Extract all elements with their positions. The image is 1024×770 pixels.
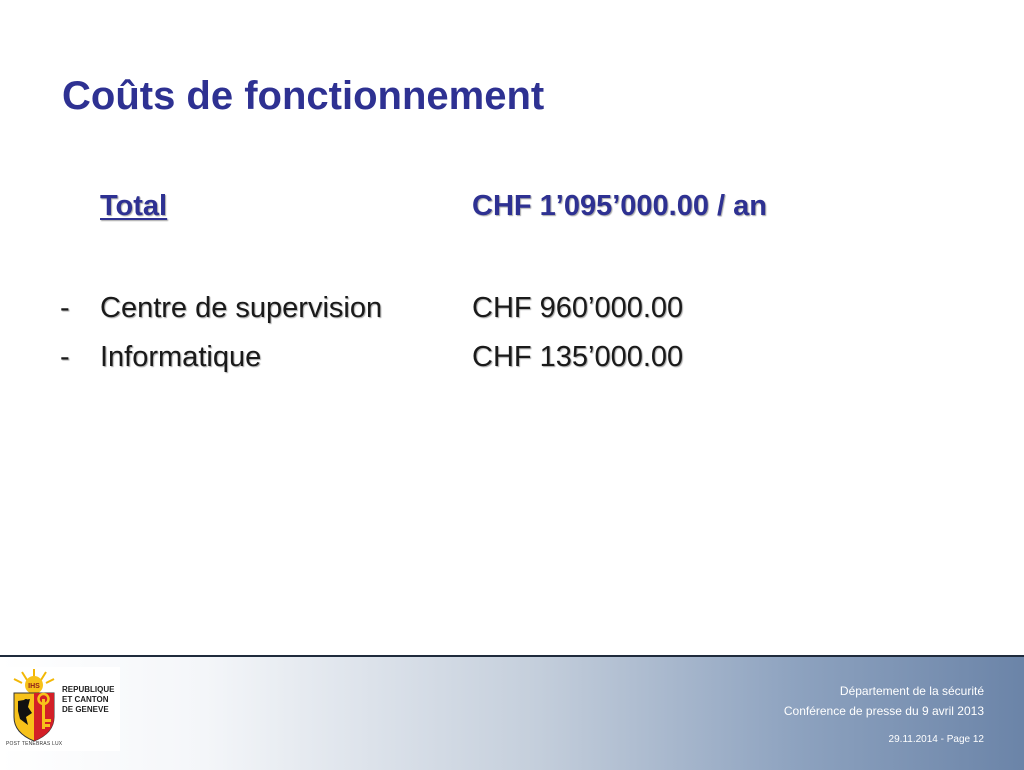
- logo-motto: POST TENEBRAS LUX: [6, 741, 63, 747]
- event-name: Conférence de presse du 9 avril 2013: [783, 704, 984, 718]
- total-amount: CHF 1’095’000.00 / an: [472, 190, 767, 222]
- date-page-number: 29.11.2014 - Page 12: [888, 734, 984, 745]
- department-name: Département de la sécurité: [839, 684, 984, 698]
- geneva-crest-icon: [6, 667, 62, 747]
- total-label: Total: [100, 190, 168, 222]
- geneva-logo: [4, 667, 120, 751]
- bullet-dash: -: [60, 341, 70, 373]
- svg-text:IHS: IHS: [28, 683, 40, 690]
- item-label: Centre de supervision: [100, 292, 383, 324]
- logo-wordmark: REPUBLIQUE ET CANTON DE GENEVE: [62, 685, 115, 714]
- slide-footer: [0, 655, 1024, 770]
- bullet-dash: -: [60, 292, 70, 324]
- footer-info: [784, 681, 984, 721]
- item-amount: CHF 960’000.00: [472, 292, 684, 324]
- slide-title: Coûts de fonctionnement: [62, 74, 545, 118]
- item-label: Informatique: [100, 341, 262, 373]
- item-amount: CHF 135’000.00: [472, 341, 684, 373]
